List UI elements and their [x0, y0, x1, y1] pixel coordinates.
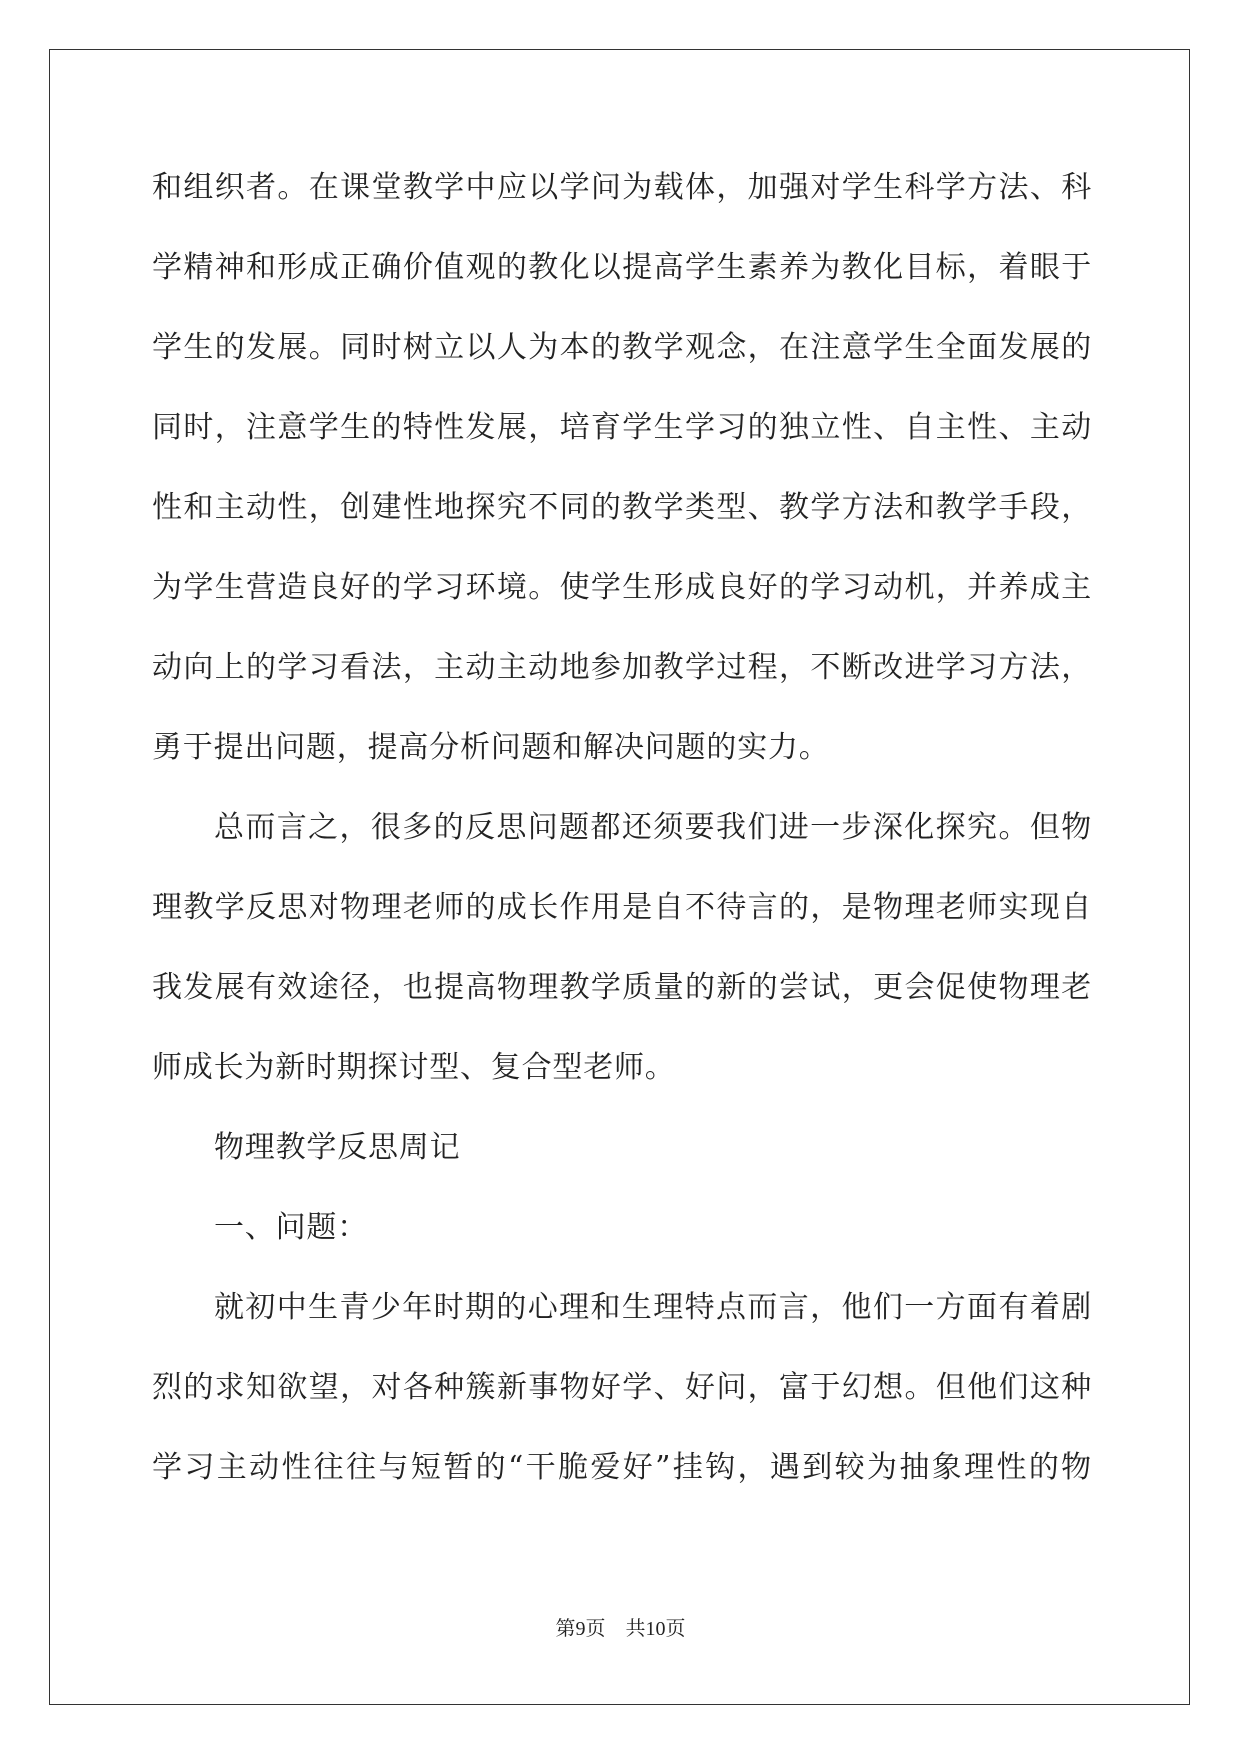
text-line-9: 总而言之，很多的反思问题都还须要我们进一步深化探究。但物 — [214, 810, 1092, 845]
text-line-2: 学精神和形成正确价值观的教化以提高学生素养为教化目标，着眼于 — [152, 250, 1092, 285]
section-title: 物理教学反思周记 — [214, 1130, 461, 1165]
text-line-5: 性和主动性，创建性地探究不同的教学类型、教学方法和教学手段， — [152, 490, 1092, 525]
text-line-12: 师成长为新时期探讨型、复合型老师。 — [152, 1050, 676, 1085]
footer-suffix: 页 — [665, 1618, 686, 1640]
footer-page-number: 9 — [575, 1618, 586, 1640]
footer-prefix: 第 — [555, 1618, 576, 1640]
footer-mid: 页 共 — [585, 1618, 646, 1640]
document-body — [152, 160, 1092, 1520]
text-line-6: 为学生营造良好的学习环境。使学生形成良好的学习动机，并养成主 — [152, 570, 1092, 605]
text-line-3: 学生的发展。同时树立以人为本的教学观念，在注意学生全面发展的 — [152, 330, 1092, 365]
footer-total-pages: 10 — [645, 1618, 666, 1640]
text-line-11: 我发展有效途径，也提高物理教学质量的新的尝试，更会促使物理老 — [152, 970, 1092, 1005]
text-line-15: 就初中生青少年时期的心理和生理特点而言，他们一方面有着剧 — [214, 1290, 1092, 1325]
text-line-4: 同时，注意学生的特性发展，培育学生学习的独立性、自主性、主动 — [152, 410, 1092, 445]
text-line-7: 动向上的学习看法，主动主动地参加教学过程，不断改进学习方法， — [152, 650, 1092, 685]
text-line-8: 勇于提出问题，提高分析问题和解决问题的实力。 — [152, 730, 830, 765]
text-line-17: 学习主动性往往与短暂的“干脆爱好”挂钩，遇到较为抽象理性的物 — [152, 1450, 1092, 1485]
text-line-16: 烈的求知欲望，对各种簇新事物好学、好问，富于幻想。但他们这种 — [152, 1370, 1092, 1405]
text-line-10: 理教学反思对物理老师的成长作用是自不待言的，是物理老师实现自 — [152, 890, 1092, 925]
section-heading-problem: 一、问题： — [214, 1210, 368, 1245]
page-footer — [0, 1612, 1241, 1641]
text-line-1: 和组织者。在课堂教学中应以学问为载体，加强对学生科学方法、科 — [152, 170, 1092, 205]
